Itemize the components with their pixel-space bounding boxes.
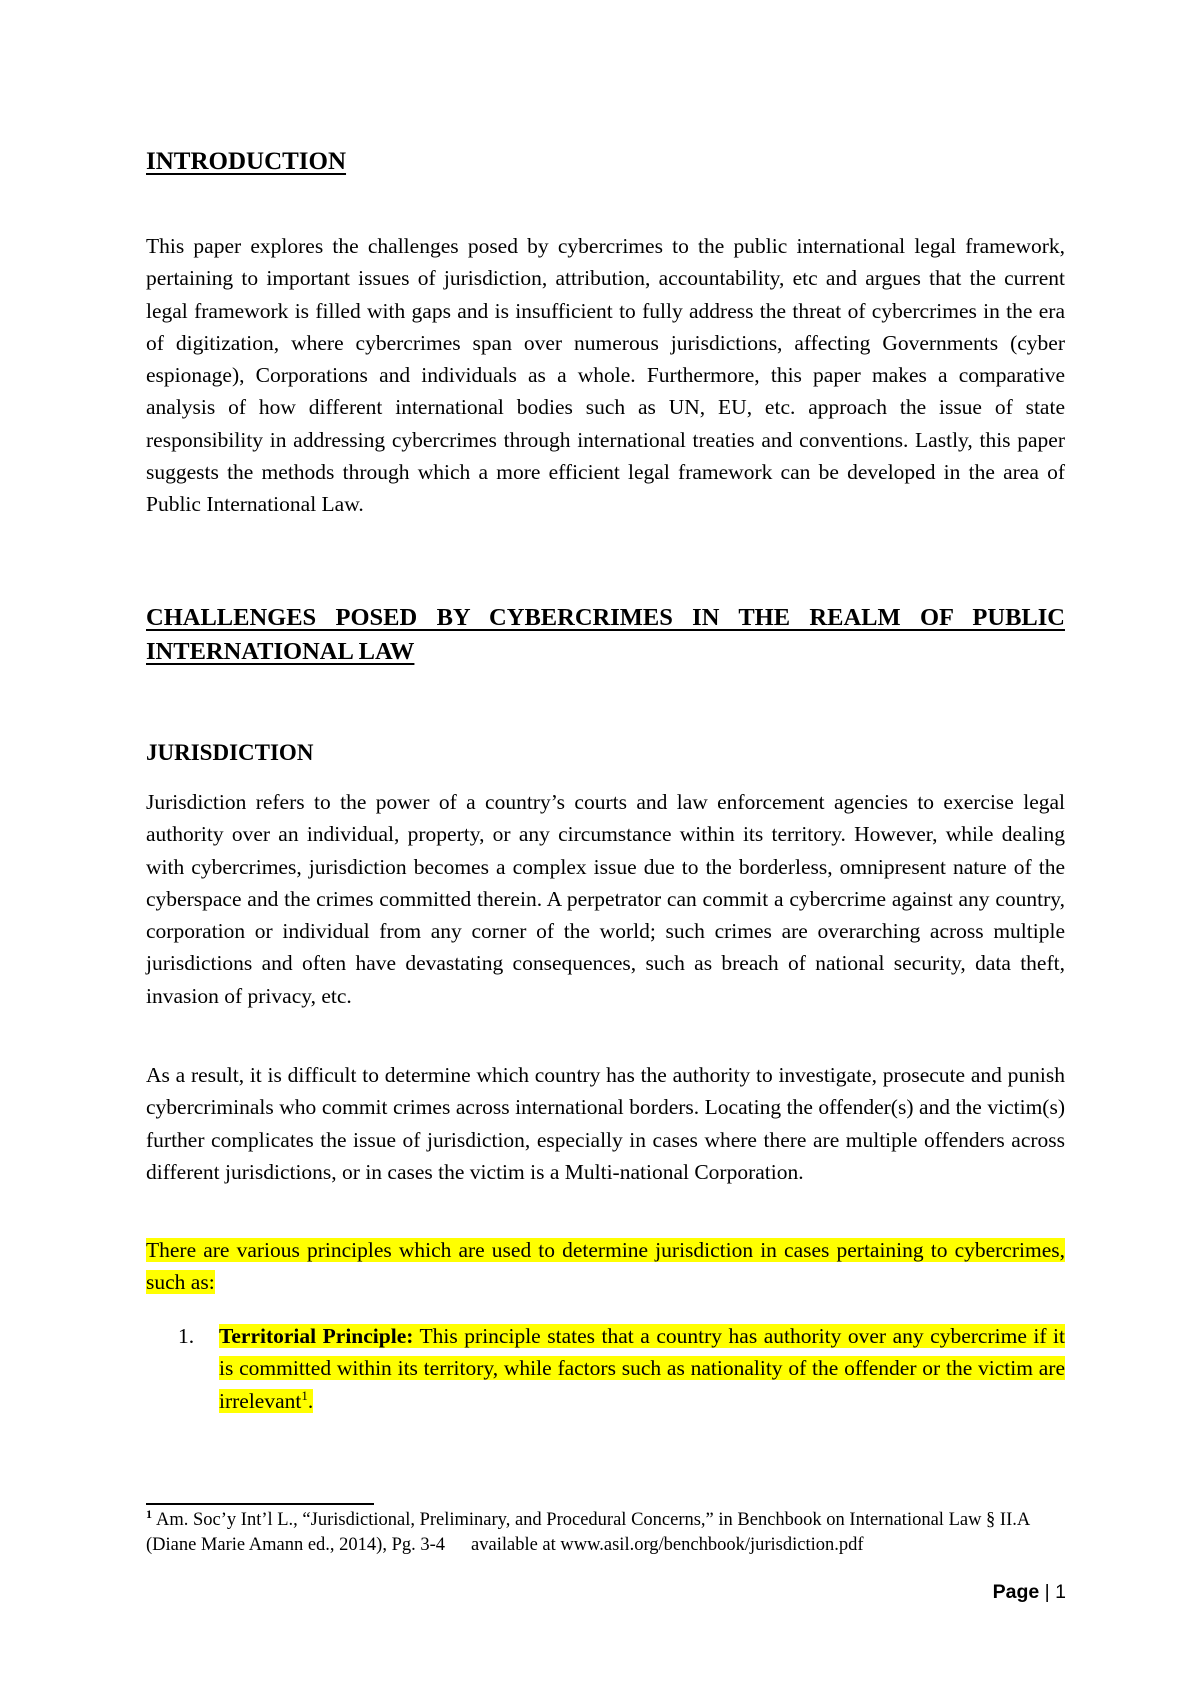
jurisdiction-subheading: JURISDICTION <box>146 740 314 765</box>
page-separator: | <box>1044 1581 1050 1603</box>
page-label: Page <box>992 1581 1040 1603</box>
list-item <box>146 1320 1065 1417</box>
principle-title: Territorial Principle: <box>219 1324 414 1348</box>
challenges-heading: CHALLENGES POSED BY CYBERCRIMES IN THE REALM OF PUBLIC INTERNATIONAL LAW <box>146 604 1065 665</box>
footnote-marker: 1 <box>146 1506 152 1521</box>
list-item-body <box>219 1320 1065 1417</box>
principle-trailing: . <box>307 1388 314 1413</box>
highlighted-paragraph <box>146 1234 1065 1299</box>
footnote-separator <box>146 1503 374 1505</box>
introduction-paragraph: This paper explores the challenges posed by cybercrimes to the public international legal framework, pertaining to important issues of jurisdiction, attribution, accountability, etc and argues that the current legal framework is filled with gaps and is insufficient to fully address the threat of cybercrimes in the era of digitization, where cybercrimes span over numerous jurisdictions, affecting Governments (cyber espionage), Corporations and individuals as a whole. Furthermore, this paper makes a comparative analysis of how different international bodies such as UN, EU, etc. approach the issue of state responsibility in addressing cybercrimes through international treaties and conventions. Lastly, this paper suggests the methods through which a more efficient legal framework can be developed in the area of Public International Law. <box>146 234 1065 517</box>
footnote-availability: available at www.asil.org/benchbook/jurisdiction.pdf <box>471 1535 864 1555</box>
principle-text: This principle states that a country has authority over any cybercrime if it is committed within its territory, while factors such as nationality of the offender or the victim are irrelevant <box>219 1324 1065 1413</box>
page-footer <box>993 1581 1066 1604</box>
introduction-heading: INTRODUCTION <box>146 148 347 175</box>
page-number: 1 <box>1055 1581 1066 1603</box>
list-item-number: 1. <box>178 1324 195 1348</box>
footnote-text: Am. Soc’y Int’l L., “Jurisdictional, Preliminary, and Procedural Concerns,” in Benchbook on International Law § II.A (Diane Marie Amann ed., 2014), Pg. 3-4 <box>146 1510 1030 1555</box>
highlighted-text: There are various principles which are used to determine jurisdiction in cases pertaining to cybercrimes, such as: <box>146 1238 1065 1295</box>
footnote <box>146 1508 1076 1558</box>
jurisdiction-paragraph-2: As a result, it is difficult to determine which country has the authority to investigate, prosecute and punish cybercriminals who commit crimes across international borders. Locating the offender(s) and the victim(s) further complicates the issue of jurisdiction, especially in cases where there are multiple offenders across different jurisdictions, or in cases the victim is a Multi-national Corporation. <box>146 1063 1065 1184</box>
jurisdiction-paragraph-1: Jurisdiction refers to the power of a country’s courts and law enforcement agencies to exercise legal authority over an individual, property, or any circumstance within its territory. However, while dealing with cybercrimes, jurisdiction becomes a complex issue due to the borderless, omnipresent nature of the cyberspace and the crimes committed therein. A perpetrator can commit a cybercrime against any country, corporation or individual from any corner of the world; such crimes are overarching across multiple jurisdictions and often have devastating consequences, such as breach of national security, data theft, invasion of privacy, etc. <box>146 790 1065 1008</box>
footnote-reference[interactable]: 1 <box>301 1387 308 1403</box>
